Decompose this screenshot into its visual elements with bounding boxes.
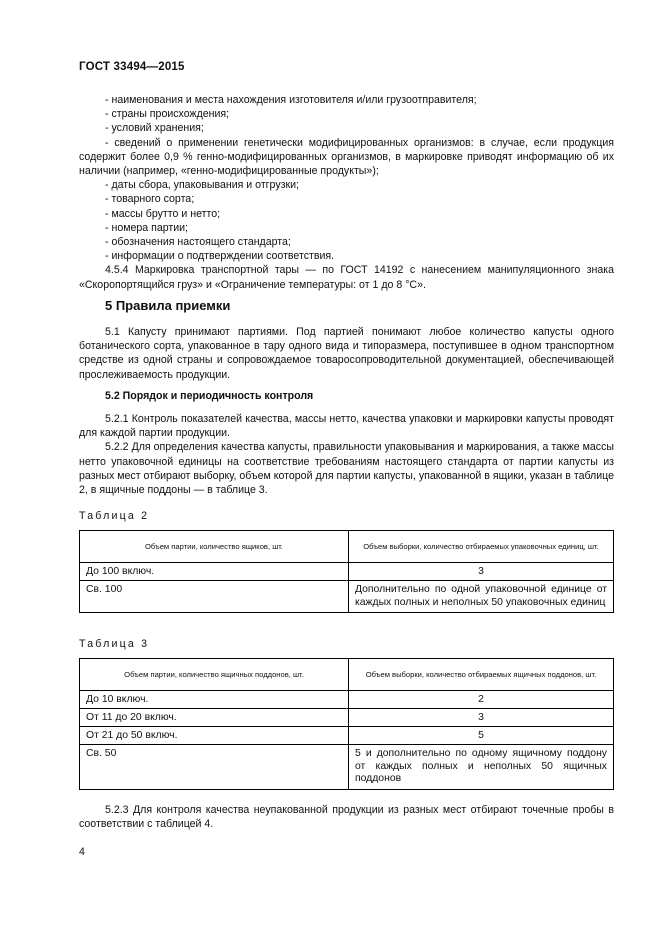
table-row xyxy=(80,581,614,613)
paragraph-5-2-2: 5.2.2 Для определения качества капусты, правильности упаковывания и маркирования, а также массы нетто упаковочной единицы на соответствие требованиям настоящего стандарта от партии капусты из разных мест отбирают выборку, объем которой для партии капусты, упакованной в ящики, указан в таблице 2, в ящичные поддоны — в таблице 3. xyxy=(79,441,614,497)
list-item: - товарного сорта; xyxy=(105,193,195,206)
paragraph-5-2-1: 5.2.1 Контроль показателей качества, массы нетто, качества упаковки и маркировки капусты проводят для каждой партии продукции. xyxy=(79,413,614,440)
table-cell: 3 xyxy=(349,563,614,581)
table-cell: Св. 100 xyxy=(80,581,349,613)
table-row xyxy=(80,727,614,745)
table-header-cell: Объем партии, количество ящичных поддонов, шт. xyxy=(80,659,349,691)
list-item: - номера партии; xyxy=(105,221,189,234)
list-item: - страны происхождения; xyxy=(105,108,230,121)
table-3 xyxy=(79,658,614,790)
table-row xyxy=(80,745,614,790)
list-item: - информации о подтверждении соответствия. xyxy=(105,250,335,263)
table-cell: Дополнительно по одной упаковочной единице от каждых полных и неполных 50 упаковочных единиц xyxy=(349,581,614,613)
table-3-caption: Таблица 3 xyxy=(79,638,150,650)
paragraph-5-1: 5.1 Капусту принимают партиями. Под партией понимают любое количество капусты одного ботанического сорта, упакованное в тару одного вида и типоразмера, поступившее в одном транспортном средстве из одной страны и сопровождаемое товаросопроводительной документацией, обеспечивающей прослеживаемость продукции. xyxy=(79,326,614,381)
paragraphs-5-2 xyxy=(79,412,614,497)
list-item: - массы брутто и нетто; xyxy=(105,207,221,220)
table-cell: 3 xyxy=(349,709,614,727)
table-cell: 5 и дополнительно по одному ящичному поддону от каждых полных и неполных 50 ящичных поддонов xyxy=(349,745,614,790)
table-cell: 5 xyxy=(349,727,614,745)
subsection-5-2-title: 5.2 Порядок и периодичность контроля xyxy=(105,390,314,402)
table-cell: До 10 включ. xyxy=(80,691,349,709)
table-2-caption: Таблица 2 xyxy=(79,510,150,522)
document-header: ГОСТ 33494—2015 xyxy=(79,61,185,73)
table-2 xyxy=(79,530,614,613)
list-item: - условий хранения; xyxy=(105,122,204,135)
table-header-cell: Объем выборки, количество отбираемых упаковочных единиц, шт. xyxy=(349,531,614,563)
table-cell: 2 xyxy=(349,691,614,709)
paragraph-4-5-4: 4.5.4 Маркировка транспортной тары — по ГОСТ 14192 с нанесением манипуляционного знака «Скоропортящийся груз» и «Ограничение температуры: от 1 до 8 °С». xyxy=(79,264,614,291)
table-row xyxy=(80,709,614,727)
table-cell: От 21 до 50 включ. xyxy=(80,727,349,745)
section-5-title: 5 Правила приемки xyxy=(105,298,231,313)
table-header-cell: Объем выборки, количество отбираемых ящичных поддонов, шт. xyxy=(349,659,614,691)
paragraph-5-2-3: 5.2.3 Для контроля качества неупакованной продукции из разных мест отбирают точечные пробы в соответствии с таблицей 4. xyxy=(79,804,614,831)
list-item: - сведений о применении генетически модифицированных организмов: в случае, если продукция содержит более 0,9 % генно-модифицированных организмов, в маркировке приводят информацию об их наличии (например, «генно-модифицированные продукты»); xyxy=(79,136,614,178)
table-cell: До 100 включ. xyxy=(80,563,349,581)
page-number: 4 xyxy=(79,846,85,858)
marking-list xyxy=(79,93,614,292)
table-row xyxy=(80,691,614,709)
list-item: - обозначения настоящего стандарта; xyxy=(105,236,291,249)
list-item: - наименования и места нахождения изготовителя и/или грузоотправителя; xyxy=(105,94,477,106)
table-header-cell: Объем партии, количество ящиков, шт. xyxy=(80,531,349,563)
list-item: - даты сбора, упаковывания и отгрузки; xyxy=(105,179,299,192)
table-row xyxy=(80,563,614,581)
table-cell: От 11 до 20 включ. xyxy=(80,709,349,727)
table-cell: Св. 50 xyxy=(80,745,349,790)
